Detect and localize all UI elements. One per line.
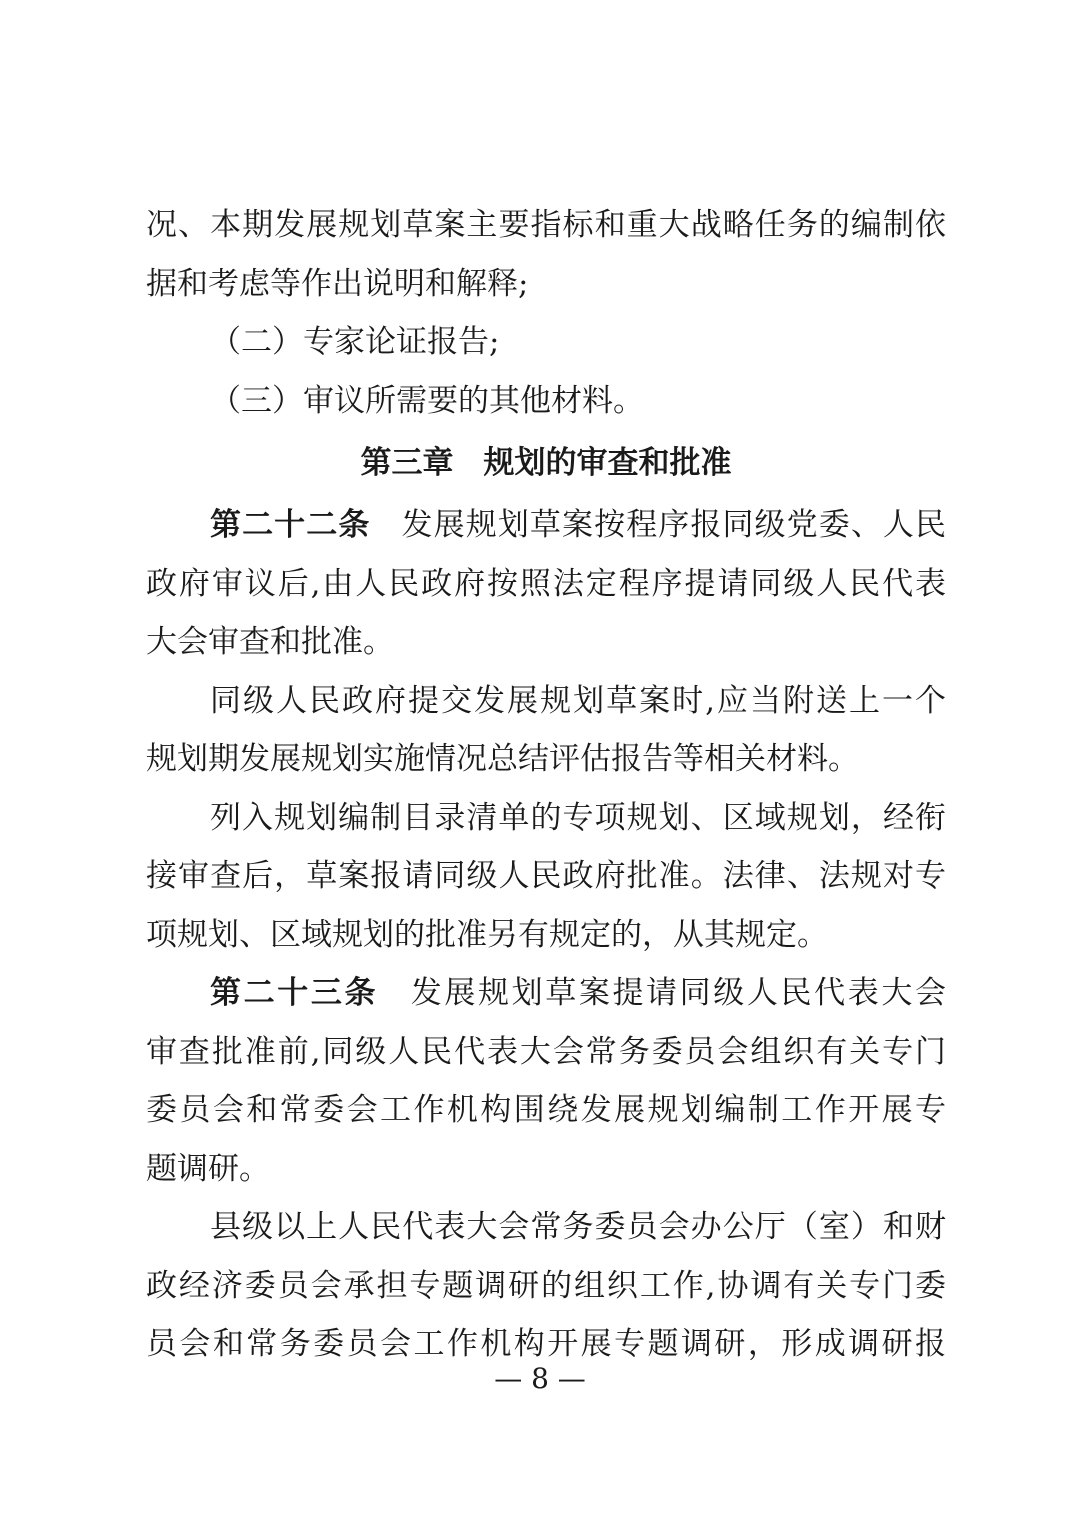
article-22-text: 发展规划草案按程序报同级党委、人民	[400, 507, 946, 543]
text-line: 况、本期发展规划草案主要指标和重大战略任务的编制依	[146, 207, 946, 243]
text-line: 政经济委员会承担专题调研的组织工作,协调有关专门委	[146, 1267, 946, 1304]
chapter-number: 第三章	[360, 445, 454, 481]
chapter-heading	[146, 432, 946, 494]
text-line: 接审查后，草案报请同级人民政府批准。法律、法规对专	[146, 858, 946, 894]
article-23-label: 第二十三条	[210, 975, 379, 1011]
text-line: 同级人民政府提交发展规划草案时,应当附送上一个	[210, 682, 946, 719]
document-body	[146, 196, 946, 1374]
text-line: 列入规划编制目录清单的专项规划、区域规划，经衔	[210, 799, 946, 836]
text-line: 委员会和常委会工作机构围绕发展规划编制工作开展专	[146, 1092, 946, 1128]
text-line: 县级以上人民代表大会常务委员会办公厅（室）和财	[210, 1209, 946, 1245]
chapter-title: 规划的审查和批准	[483, 445, 732, 481]
article-23-first-line	[146, 964, 946, 1023]
text-line: 题调研。	[146, 1150, 270, 1187]
list-item-other-materials: （三）审议所需要的其他材料。	[210, 382, 644, 419]
list-item-expert-report: （二）专家论证报告;	[210, 324, 500, 360]
text-line: 员会和常务委员会工作机构开展专题调研，形成调研报	[146, 1326, 946, 1362]
text-line: 项规划、区域规划的批准另有规定的，从其规定。	[146, 916, 828, 953]
article-22-first-line	[146, 496, 946, 555]
text-line: 大会审查和批准。	[146, 624, 394, 660]
article-23-text: 发展规划草案提请同级人民代表大会	[408, 975, 946, 1011]
page-number: — 8 —	[494, 1362, 586, 1395]
article-22-label: 第二十二条	[210, 507, 371, 543]
text-line: 审查批准前,同级人民代表大会常务委员会组织有关专门	[146, 1033, 946, 1070]
text-line: 政府审议后,由人民政府按照法定程序提请同级人民代表	[146, 565, 946, 602]
text-line: 规划期发展规划实施情况总结评估报告等相关材料。	[146, 741, 859, 777]
text-line: 据和考虑等作出说明和解释;	[146, 265, 529, 302]
